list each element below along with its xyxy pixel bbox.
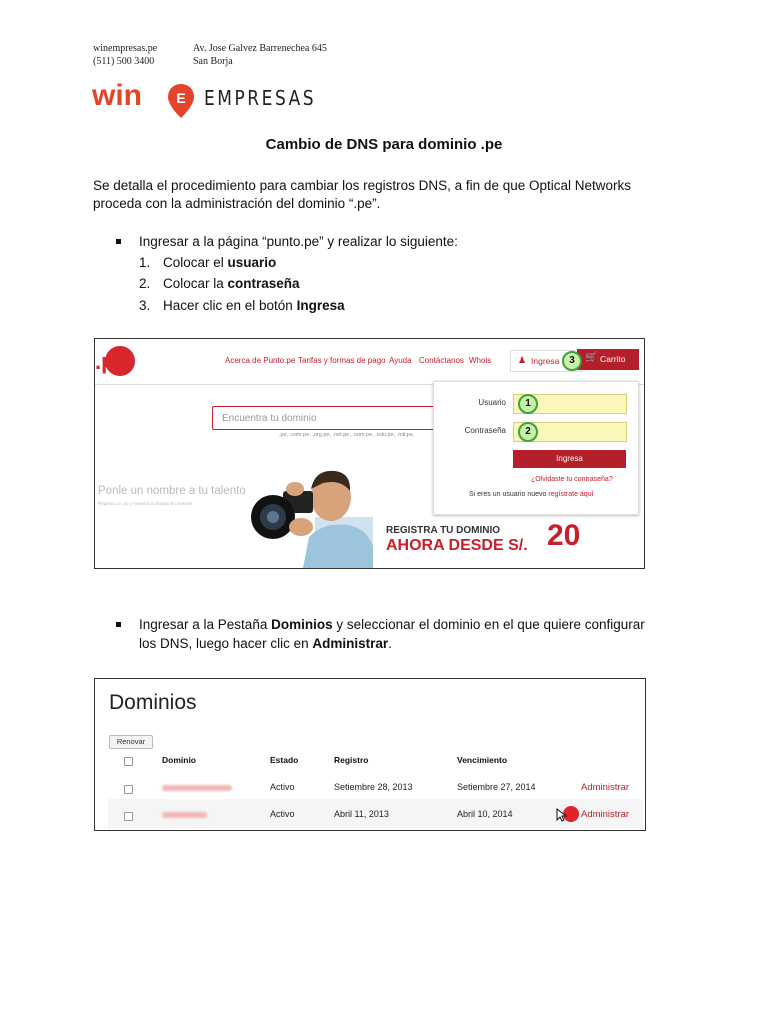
row-estado: Activo — [270, 782, 295, 792]
step-2 — [139, 275, 300, 293]
contact-address — [193, 42, 327, 68]
document-title: Cambio de DNS para dominio .pe — [265, 136, 503, 153]
new-user-text — [469, 491, 594, 498]
row-registro: Abril 11, 2013 — [334, 809, 389, 819]
row-checkbox[interactable] — [124, 785, 133, 794]
bullet2-line2 — [139, 635, 392, 653]
talent-slogan: Ponle un nombre a tu talento — [98, 485, 246, 497]
bullet2-bold-administrar: Administrar — [312, 636, 389, 651]
blurred-domain-name — [162, 812, 207, 818]
forgot-password-link[interactable]: ¿Olvidaste tu contraseña? — [531, 476, 613, 483]
logo-pin-letter: E — [176, 90, 186, 106]
administrar-link[interactable]: Administrar — [581, 809, 630, 820]
step-badge-2: 2 — [518, 422, 538, 442]
pe-logo[interactable]: .pe — [95, 349, 127, 374]
nav-whois[interactable]: Whois — [469, 356, 492, 365]
step-3 — [139, 297, 345, 315]
screenshot-punto-pe — [94, 338, 645, 569]
domains-hint: .pe, .com.pe, .org.pe, .net.pe, .nom.pe, .edu.pe, .mil.pe, — [279, 432, 415, 438]
step-bold: usuario — [227, 255, 277, 270]
blurred-domain-name — [162, 785, 232, 791]
dominios-title: Dominios — [109, 691, 197, 714]
step-bold: Ingresa — [296, 298, 345, 313]
renovar-button[interactable]: Renovar — [109, 735, 153, 749]
row-estado: Activo — [270, 809, 295, 819]
bullet2-text-rest: y seleccionar el dominio en el que quiere configurar — [332, 617, 645, 632]
bullet2-bold-dominios: Dominios — [271, 617, 333, 632]
step-badge-1: 1 — [518, 394, 538, 414]
carrito-button[interactable] — [577, 349, 639, 370]
register-link[interactable]: regístrate aquí — [548, 491, 594, 498]
address-line1: Av. Jose Galvez Barrenechea 645 — [193, 43, 327, 54]
login-panel — [433, 381, 639, 515]
logo-win: win — [92, 79, 142, 112]
bullet-marker — [116, 239, 121, 244]
step-text: Colocar el — [163, 255, 228, 270]
cart-icon: 🛒 — [585, 352, 598, 363]
screenshot-dominios — [94, 678, 646, 831]
step-number: 2. — [139, 276, 151, 291]
address-line2: San Borja — [193, 56, 233, 67]
cursor-pointer-icon — [556, 808, 568, 822]
bullet-marker — [116, 622, 121, 627]
bullet2-line1 — [139, 616, 675, 634]
user-icon: ♟ — [518, 355, 527, 365]
site-topbar — [95, 339, 644, 385]
row-registro: Setiembre 28, 2013 — [334, 782, 413, 792]
step-number: 3. — [139, 298, 151, 313]
bullet2-text: Ingresar a la Pestaña — [139, 617, 272, 632]
select-all-checkbox[interactable] — [124, 757, 133, 766]
column-header-vencimiento: Vencimiento — [457, 755, 508, 765]
step-text: Hacer clic en el botón — [163, 298, 297, 313]
column-header-registro: Registro — [334, 755, 369, 765]
intro-paragraph — [93, 177, 631, 213]
bullet2-end: . — [388, 636, 392, 651]
logo-empresas: EMPRESAS — [204, 86, 317, 110]
website-text: winempresas.pe — [93, 43, 158, 54]
row-vencimiento: Setiembre 27, 2014 — [457, 782, 536, 792]
nav-contactanos[interactable]: Contáctanos — [419, 356, 464, 365]
logo-pin-icon — [166, 82, 196, 120]
column-header-estado: Estado — [270, 755, 299, 765]
promo-line2: AHORA DESDE S/. — [386, 537, 528, 554]
nav-acerca[interactable]: Acerca de Punto.pe — [225, 356, 296, 365]
search-placeholder: Encuentra tu dominio — [222, 413, 317, 424]
usuario-label: Usuario — [478, 398, 506, 407]
promo-line1: REGISTRA TU DOMINIO — [386, 525, 501, 536]
nav-tarifas[interactable]: Tarifas y formas de pago — [298, 356, 386, 365]
step-bold: contraseña — [227, 276, 300, 291]
administrar-link[interactable]: Administrar — [581, 782, 630, 793]
step-text: Colocar la — [163, 276, 228, 291]
row-vencimiento: Abril 10, 2014 — [457, 809, 513, 819]
step-badge-3: 3 — [562, 351, 582, 371]
bullet1-text: Ingresar a la página “punto.pe” y realizar lo siguiente: — [139, 234, 458, 249]
contrasena-label: Contraseña — [464, 426, 506, 435]
column-header-dominio: Dominio — [162, 755, 196, 765]
step-1 — [139, 254, 277, 272]
carrito-label: Carrito — [600, 354, 626, 364]
photographer-image — [243, 467, 373, 568]
row-checkbox[interactable] — [124, 812, 133, 821]
phone-text: (511) 500 3400 — [93, 56, 155, 67]
intro-line2: proceda con la administración del dominio “.pe”. — [93, 196, 381, 211]
contact-website-phone — [93, 42, 157, 68]
talent-subtext: Registra un .pe y muestra tu trabajo en internet — [98, 501, 193, 506]
login-ingresa-button[interactable]: Ingresa — [513, 450, 626, 468]
bullet2-line2-text: los DNS, luego hacer clic en — [139, 636, 313, 651]
domain-search-input[interactable] — [212, 406, 439, 430]
intro-line1: Se detalla el procedimiento para cambiar los registros DNS, a fin de que Optical Networks — [93, 178, 632, 193]
promo-price: 20 — [547, 519, 581, 552]
step-number: 1. — [139, 255, 151, 270]
ingresa-tab-label: Ingresa — [531, 356, 560, 366]
new-user-label: Si eres un usuario nuevo — [469, 491, 547, 498]
nav-ayuda[interactable]: Ayuda — [389, 356, 412, 365]
